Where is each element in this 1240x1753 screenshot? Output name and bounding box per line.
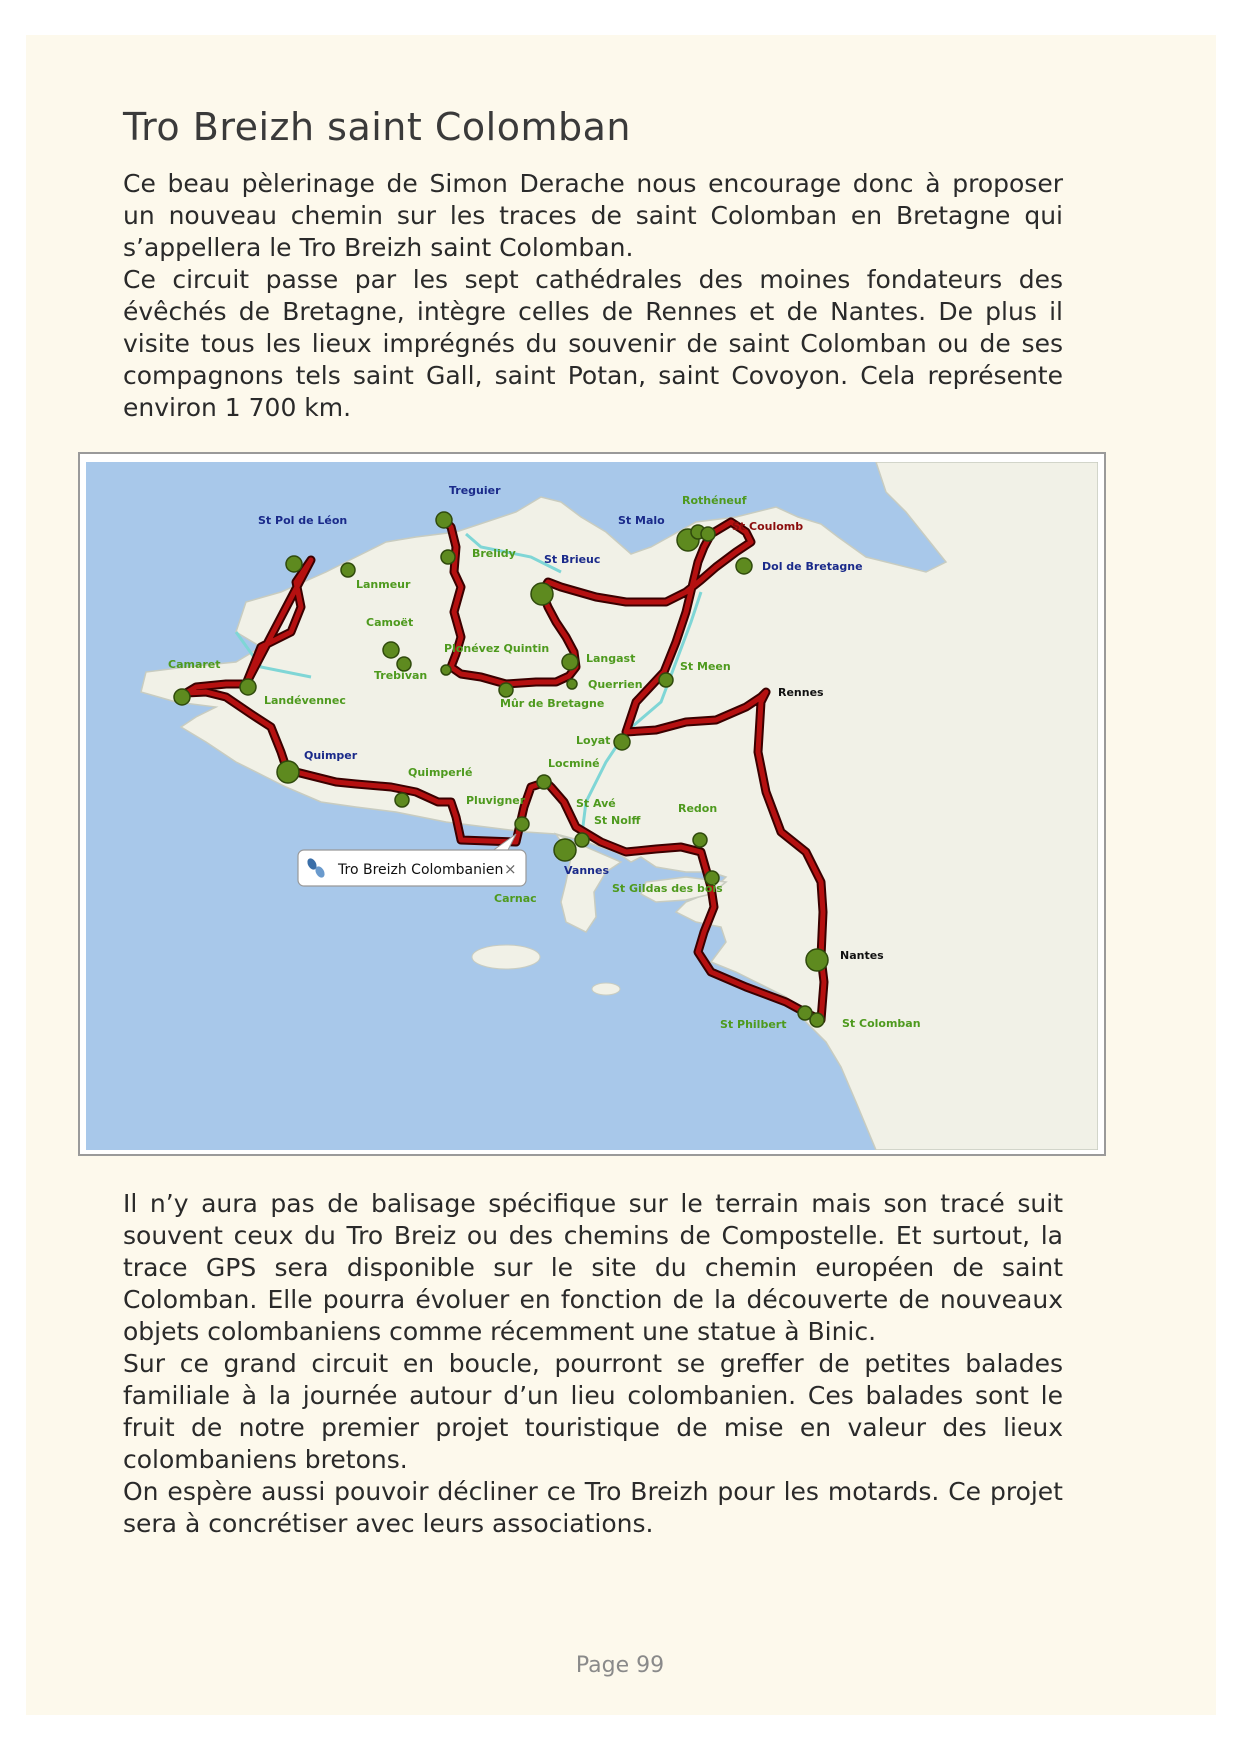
page-title: Tro Breizh saint Colomban (123, 105, 631, 149)
label-st-malo: St Malo (618, 514, 665, 527)
body-text (123, 1188, 1063, 1540)
label-rennes: Rennes (778, 686, 824, 699)
label-st-colomban: St Colomban (842, 1017, 921, 1030)
map-figure (78, 452, 1106, 1156)
tooltip-label: Tro Breizh Colombanien (338, 862, 504, 878)
label-camoet: Camoët (366, 616, 414, 629)
marker-quimperle[interactable] (395, 793, 409, 807)
marker-st-pol[interactable] (286, 556, 302, 572)
label-st-pol: St Pol de Léon (258, 514, 348, 527)
label-treguier: Treguier (449, 484, 501, 497)
belle-ile (472, 945, 540, 969)
label-plonevez: Plonévez Quintin (444, 642, 550, 655)
label-brelidy: Brelidy (472, 547, 516, 560)
body-paragraph-3: On espère aussi pouvoir décliner ce Tro Breizh pour les motards. Ce projet sera à concrétiser avec leurs associations. (123, 1477, 1063, 1538)
marker-querrien[interactable] (567, 679, 577, 689)
label-mur: Mûr de Bretagne (500, 697, 605, 710)
label-camaret: Camaret (168, 658, 221, 671)
label-st-brieuc: St Brieuc (544, 553, 601, 566)
label-st-coulomb: St Coulomb (732, 520, 804, 533)
marker-locmine[interactable] (537, 775, 551, 789)
label-nantes: Nantes (840, 949, 884, 962)
marker-st-meen[interactable] (659, 673, 673, 687)
label-st-nolff: St Nolff (594, 814, 641, 827)
body-paragraph-1: Il n’y aura pas de balisage spécifique sur le terrain mais son tracé suit souvent ceux du Tro Breiz ou des chemins de Compostelle. Et surtout, la trace GPS sera disponible sur le site du chemin européen de saint Colomban. Elle pourra évoluer en fonction de la découverte de nouveaux objets colombaniens comme récemment une statue à Binic. (123, 1189, 1063, 1346)
label-querrien: Querrien (588, 678, 643, 691)
intro-paragraph-1: Ce beau pèlerinage de Simon Derache nous encourage donc à proposer un nouveau chemin sur les traces de saint Colomban en Bretagne qui s’appellera le Tro Breizh saint Colomban. (123, 169, 1063, 262)
marker-langast[interactable] (562, 654, 578, 670)
label-redon: Redon (678, 802, 718, 815)
marker-st-ave[interactable] (575, 833, 589, 847)
marker-pluvigner[interactable] (515, 817, 529, 831)
marker-st-brieuc[interactable] (531, 583, 553, 605)
marker-plonevez[interactable] (441, 665, 451, 675)
marker-camaret[interactable] (174, 689, 190, 705)
route-map (86, 462, 1098, 1150)
marker-st-colomban[interactable] (810, 1013, 824, 1027)
marker-quimper[interactable] (277, 761, 299, 783)
marker-dol[interactable] (736, 558, 752, 574)
label-loyat: Loyat (576, 734, 611, 747)
marker-camoet[interactable] (383, 642, 399, 658)
marker-treguier[interactable] (436, 512, 452, 528)
island-small (592, 983, 620, 995)
body-paragraph-2: Sur ce grand circuit en boucle, pourront se greffer de petites balades familiale à la journée autour d’un lieu colombanien. Ces balades sont le fruit de notre premier projet touristique de mise en valeur des lieux colombaniens bretons. (123, 1349, 1063, 1474)
label-quimper: Quimper (304, 749, 358, 762)
label-lanmeur: Lanmeur (356, 578, 411, 591)
marker-st-coulomb[interactable] (701, 527, 715, 541)
label-carnac: Carnac (494, 892, 537, 905)
label-dol: Dol de Bretagne (762, 560, 863, 573)
close-icon[interactable]: × (504, 860, 517, 878)
marker-redon[interactable] (693, 833, 707, 847)
label-st-meen: St Meen (680, 660, 731, 673)
label-landevennec: Landévennec (264, 694, 346, 707)
intro-text (123, 168, 1063, 424)
label-trebivan: Trebivan (374, 669, 428, 682)
marker-landevennec[interactable] (240, 679, 256, 695)
label-vannes: Vannes (564, 864, 610, 877)
marker-brelidy[interactable] (441, 550, 455, 564)
label-st-gildas: St Gildas des bois (612, 882, 723, 895)
label-pluvigner: Pluvigner (466, 794, 526, 807)
label-st-philbert: St Philbert (720, 1018, 787, 1031)
label-rotheneuf: Rothéneuf (682, 494, 747, 507)
marker-mur[interactable] (499, 683, 513, 697)
label-langast: Langast (586, 652, 636, 665)
intro-paragraph-2: Ce circuit passe par les sept cathédrales des moines fondateurs des évêchés de Bretagne, intègre celles de Rennes et de Nantes. De plus il visite tous les lieux imprégnés du souvenir de saint Colomban ou de ses compagnons tels saint Gall, saint Potan, saint Covoyon. Cela représente environ 1 700 km. (123, 265, 1063, 422)
label-locmine: Locminé (548, 757, 600, 770)
label-quimperle: Quimperlé (408, 766, 473, 779)
marker-lanmeur[interactable] (341, 563, 355, 577)
marker-vannes[interactable] (554, 839, 576, 861)
marker-nantes[interactable] (806, 949, 828, 971)
marker-loyat[interactable] (614, 734, 630, 750)
page-number: Page 99 (575, 1653, 665, 1678)
label-st-ave: St Avé (576, 797, 616, 810)
